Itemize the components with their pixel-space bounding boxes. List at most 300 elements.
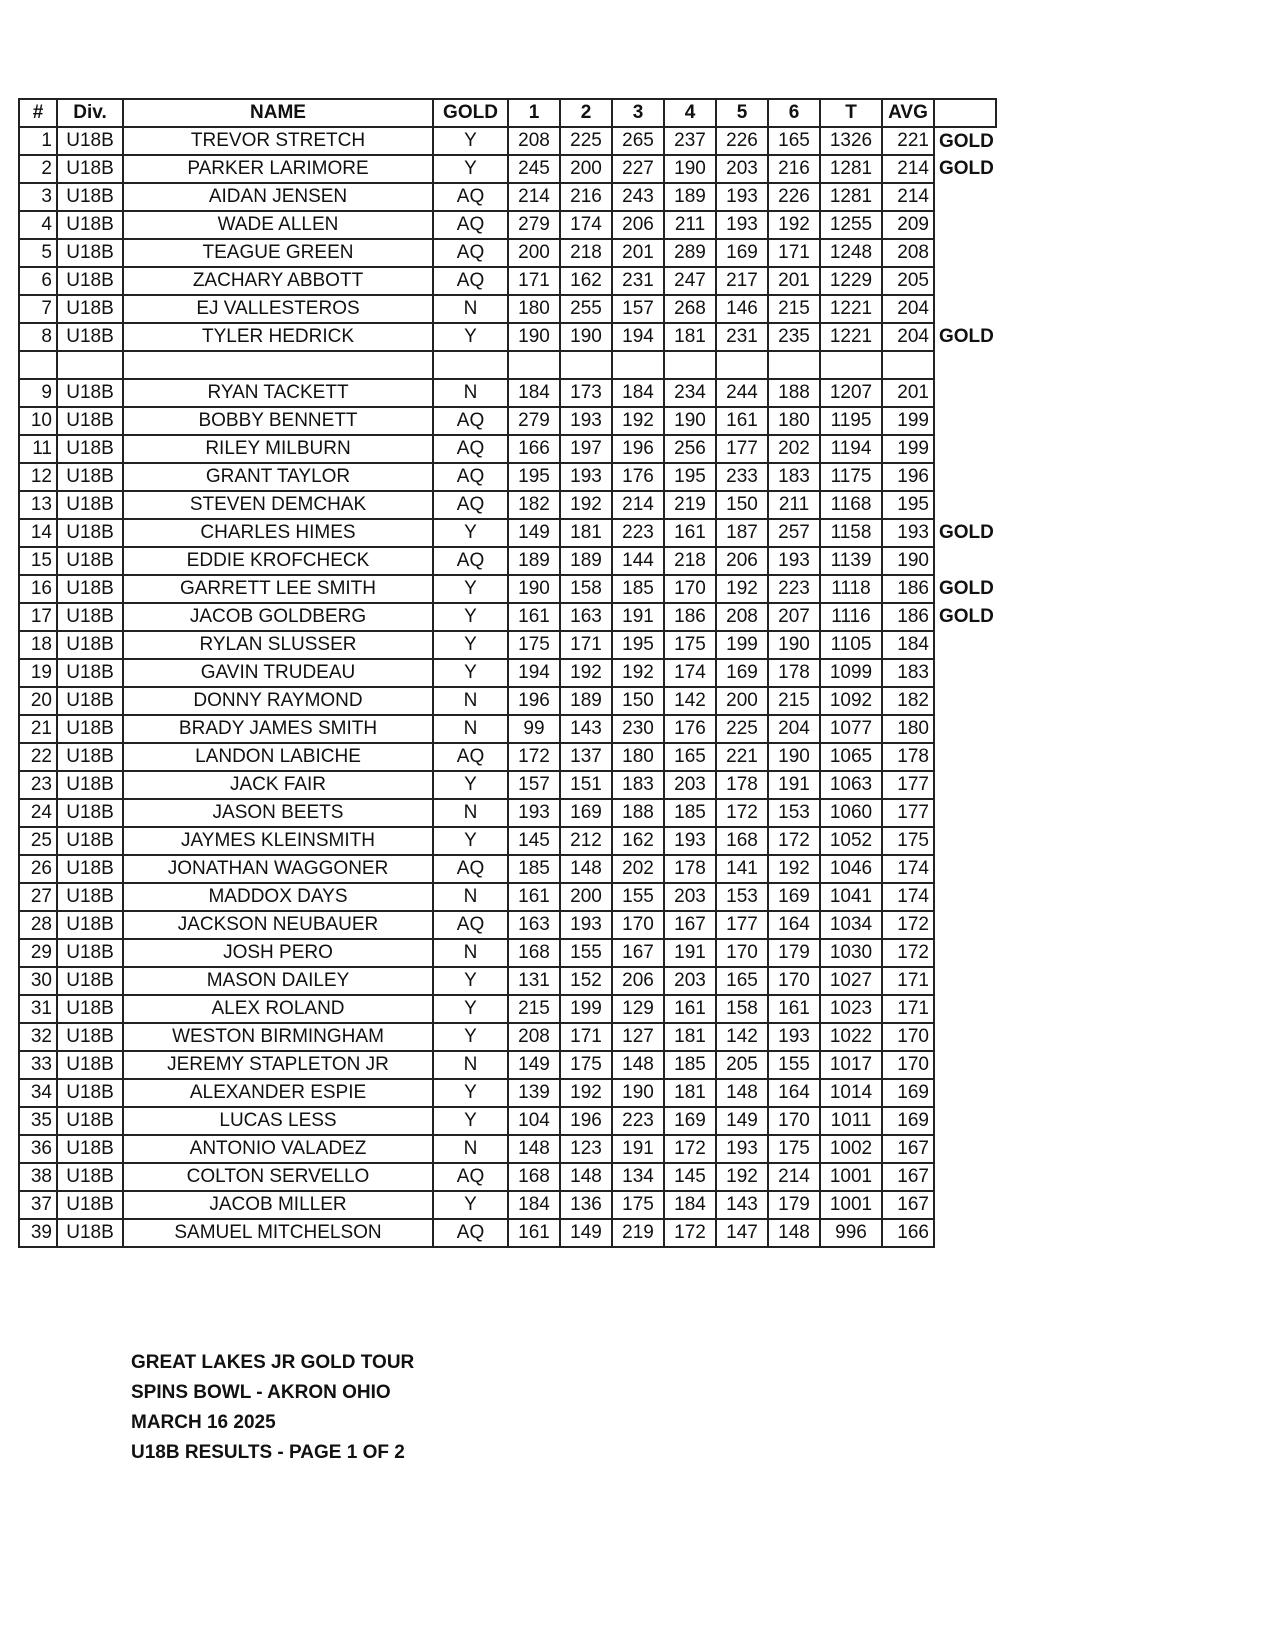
table-row [19, 995, 996, 1023]
game-5-cell: 148 [716, 1079, 768, 1107]
division-cell: U18B [57, 323, 123, 351]
game-3-cell: 155 [612, 883, 664, 911]
game-2-cell: 189 [560, 547, 612, 575]
game-6-cell: 180 [768, 407, 820, 435]
total-cell: 1065 [820, 743, 882, 771]
average-cell: 171 [882, 967, 934, 995]
gold-flag [934, 939, 996, 967]
event-date: MARCH 16 2025 [131, 1412, 276, 1433]
footer-info [131, 1348, 414, 1468]
gold-flag [934, 1219, 996, 1247]
table-row [19, 239, 996, 267]
division-cell: U18B [57, 407, 123, 435]
total-cell: 1063 [820, 771, 882, 799]
average-cell: 177 [882, 771, 934, 799]
game-6-cell: 204 [768, 715, 820, 743]
game-5-cell: 178 [716, 771, 768, 799]
game-2-cell: 155 [560, 939, 612, 967]
player-name-cell: GARRETT LEE SMITH [123, 575, 433, 603]
game-1-cell: 157 [508, 771, 560, 799]
table-row [19, 855, 996, 883]
game-6-cell: 183 [768, 463, 820, 491]
rank-cell: 13 [19, 491, 57, 519]
game-2-cell: 181 [560, 519, 612, 547]
player-name-cell: ZACHARY ABBOTT [123, 267, 433, 295]
game-1-cell: 168 [508, 1163, 560, 1191]
total-cell: 1255 [820, 211, 882, 239]
game-1-cell: 182 [508, 491, 560, 519]
gold-flag [934, 1107, 996, 1135]
gold-flag: GOLD [939, 578, 994, 599]
gold-status-cell: AQ [433, 1163, 508, 1191]
table-row [19, 883, 996, 911]
game-2-cell: 171 [560, 1023, 612, 1051]
player-name-cell: BOBBY BENNETT [123, 407, 433, 435]
gold-status-cell: N [433, 379, 508, 407]
rank-cell: 18 [19, 631, 57, 659]
game-1-cell: 172 [508, 743, 560, 771]
gold-flag [934, 883, 996, 911]
table-row [19, 1051, 996, 1079]
game-2-cell: 218 [560, 239, 612, 267]
game-4-cell: 181 [664, 1023, 716, 1051]
average-cell: 199 [882, 435, 934, 463]
rank-cell: 33 [19, 1051, 57, 1079]
average-cell: 182 [882, 687, 934, 715]
table-row [19, 1079, 996, 1107]
total-cell: 1014 [820, 1079, 882, 1107]
player-name-cell: EJ VALLESTEROS [123, 295, 433, 323]
division-cell: U18B [57, 267, 123, 295]
game-2-cell: 158 [560, 575, 612, 603]
gold-flag [934, 379, 996, 407]
gold-status-cell: AQ [433, 211, 508, 239]
game-4-cell: 203 [664, 967, 716, 995]
game-2-cell: 149 [560, 1219, 612, 1247]
game-5-cell: 233 [716, 463, 768, 491]
gold-flag [934, 855, 996, 883]
game-4-cell: 234 [664, 379, 716, 407]
rank-cell: 22 [19, 743, 57, 771]
table-row [19, 631, 996, 659]
total-cell: 1046 [820, 855, 882, 883]
division-cell: U18B [57, 547, 123, 575]
game-6-cell: 190 [768, 631, 820, 659]
game-6-cell: 171 [768, 239, 820, 267]
game-4-cell: 174 [664, 659, 716, 687]
game-6-cell: 179 [768, 939, 820, 967]
division-cell: U18B [57, 967, 123, 995]
game-4-cell: 185 [664, 799, 716, 827]
rank-cell: 23 [19, 771, 57, 799]
game-3-cell: 129 [612, 995, 664, 1023]
total-cell: 1060 [820, 799, 882, 827]
game-6-cell: 235 [768, 323, 820, 351]
game-3-cell: 167 [612, 939, 664, 967]
total-cell: 1281 [820, 183, 882, 211]
player-name-cell: RILEY MILBURN [123, 435, 433, 463]
table-row [19, 1023, 996, 1051]
game-6-cell: 164 [768, 911, 820, 939]
game-6-cell: 215 [768, 687, 820, 715]
game-3-cell: 191 [612, 1135, 664, 1163]
game-5-cell: 226 [716, 127, 768, 155]
gold-status-cell: AQ [433, 491, 508, 519]
gold-status-cell: N [433, 715, 508, 743]
total-cell: 1011 [820, 1107, 882, 1135]
game-6-cell: 169 [768, 883, 820, 911]
header-gold: GOLD [433, 99, 508, 127]
division-cell: U18B [57, 603, 123, 631]
division-cell: U18B [57, 659, 123, 687]
gold-status-cell: AQ [433, 435, 508, 463]
header-flag-spacer [934, 99, 996, 127]
gold-status-cell: AQ [433, 743, 508, 771]
rank-cell: 27 [19, 883, 57, 911]
rank-cell: 32 [19, 1023, 57, 1051]
game-1-cell: 245 [508, 155, 560, 183]
average-cell: 170 [882, 1051, 934, 1079]
average-cell: 186 [882, 575, 934, 603]
player-name-cell: DONNY RAYMOND [123, 687, 433, 715]
game-1-cell: 194 [508, 659, 560, 687]
average-cell: 221 [882, 127, 934, 155]
game-2-cell: 192 [560, 659, 612, 687]
gold-flag [934, 911, 996, 939]
game-6-cell: 193 [768, 547, 820, 575]
average-cell: 167 [882, 1135, 934, 1163]
game-6-cell: 175 [768, 1135, 820, 1163]
gold-flag [934, 631, 996, 659]
total-cell: 1105 [820, 631, 882, 659]
game-1-cell: 215 [508, 995, 560, 1023]
table-row [19, 1163, 996, 1191]
gold-status-cell: AQ [433, 1219, 508, 1247]
game-3-cell: 191 [612, 603, 664, 631]
average-cell: 208 [882, 239, 934, 267]
average-cell: 190 [882, 547, 934, 575]
game-1-cell: 163 [508, 911, 560, 939]
game-6-cell: 161 [768, 995, 820, 1023]
game-6-cell: 223 [768, 575, 820, 603]
game-5-cell: 142 [716, 1023, 768, 1051]
total-cell: 1027 [820, 967, 882, 995]
gold-status-cell: AQ [433, 239, 508, 267]
game-4-cell: 170 [664, 575, 716, 603]
game-5-cell: 205 [716, 1051, 768, 1079]
division-cell: U18B [57, 1079, 123, 1107]
game-6-cell: 155 [768, 1051, 820, 1079]
game-3-cell: 206 [612, 967, 664, 995]
game-6-cell: 207 [768, 603, 820, 631]
game-1-cell: 161 [508, 603, 560, 631]
game-3-cell: 134 [612, 1163, 664, 1191]
game-2-cell: 175 [560, 1051, 612, 1079]
rank-cell [19, 351, 57, 379]
game-3-cell: 194 [612, 323, 664, 351]
table-row [19, 379, 996, 407]
gold-status-cell: AQ [433, 463, 508, 491]
gold-status-cell: Y [433, 995, 508, 1023]
game-3-cell: 206 [612, 211, 664, 239]
game-4-cell: 203 [664, 883, 716, 911]
gold-flag [934, 211, 996, 239]
average-cell: 214 [882, 183, 934, 211]
total-cell: 1001 [820, 1191, 882, 1219]
gold-status-cell: AQ [433, 911, 508, 939]
player-name-cell: RYAN TACKETT [123, 379, 433, 407]
game-3-cell: 202 [612, 855, 664, 883]
table-row [19, 743, 996, 771]
game-1-cell: 175 [508, 631, 560, 659]
average-cell: 175 [882, 827, 934, 855]
header-game-4: 4 [664, 99, 716, 127]
game-3-cell: 148 [612, 1051, 664, 1079]
header-game-1: 1 [508, 99, 560, 127]
gold-flag [934, 827, 996, 855]
total-cell: 1139 [820, 547, 882, 575]
rank-cell: 19 [19, 659, 57, 687]
game-2-cell: 162 [560, 267, 612, 295]
average-cell: 193 [882, 519, 934, 547]
gold-status-cell: Y [433, 323, 508, 351]
division-cell: U18B [57, 1023, 123, 1051]
division-cell: U18B [57, 1163, 123, 1191]
game-2-cell: 152 [560, 967, 612, 995]
player-name-cell: TREVOR STRETCH [123, 127, 433, 155]
player-name-cell: RYLAN SLUSSER [123, 631, 433, 659]
game-2-cell: 148 [560, 855, 612, 883]
total-cell: 1022 [820, 1023, 882, 1051]
average-cell: 167 [882, 1191, 934, 1219]
game-6-cell: 193 [768, 1023, 820, 1051]
total-cell: 1195 [820, 407, 882, 435]
player-name-cell: JASON BEETS [123, 799, 433, 827]
game-2-cell [560, 351, 612, 379]
game-6-cell: 192 [768, 211, 820, 239]
rank-cell: 20 [19, 687, 57, 715]
game-2-cell: 148 [560, 1163, 612, 1191]
rank-cell: 34 [19, 1079, 57, 1107]
game-4-cell: 193 [664, 827, 716, 855]
gold-status-cell: Y [433, 603, 508, 631]
player-name-cell: ANTONIO VALADEZ [123, 1135, 433, 1163]
gold-status-cell: Y [433, 631, 508, 659]
total-cell: 1175 [820, 463, 882, 491]
game-1-cell: 104 [508, 1107, 560, 1135]
table-row [19, 491, 996, 519]
table-row [19, 211, 996, 239]
header-rank: # [19, 99, 57, 127]
game-5-cell: 165 [716, 967, 768, 995]
game-5-cell: 206 [716, 547, 768, 575]
game-5-cell: 168 [716, 827, 768, 855]
table-row [19, 519, 996, 547]
game-5-cell: 141 [716, 855, 768, 883]
gold-status-cell: N [433, 295, 508, 323]
gold-flag [934, 659, 996, 687]
game-6-cell: 172 [768, 827, 820, 855]
game-3-cell: 176 [612, 463, 664, 491]
game-1-cell: 184 [508, 1191, 560, 1219]
table-row [19, 575, 996, 603]
game-1-cell: 149 [508, 1051, 560, 1079]
game-3-cell: 180 [612, 743, 664, 771]
gold-flag: GOLD [939, 130, 994, 152]
table-row [19, 659, 996, 687]
game-2-cell: 163 [560, 603, 612, 631]
table-row [19, 435, 996, 463]
game-4-cell: 289 [664, 239, 716, 267]
total-cell: 1001 [820, 1163, 882, 1191]
player-name-cell: COLTON SERVELLO [123, 1163, 433, 1191]
table-row [19, 127, 996, 155]
player-name-cell: JEREMY STAPLETON JR [123, 1051, 433, 1079]
game-1-cell: 200 [508, 239, 560, 267]
game-4-cell: 256 [664, 435, 716, 463]
gold-flag [934, 491, 996, 519]
average-cell: 180 [882, 715, 934, 743]
game-4-cell: 211 [664, 211, 716, 239]
total-cell: 1077 [820, 715, 882, 743]
player-name-cell: JONATHAN WAGGONER [123, 855, 433, 883]
player-name-cell: JACOB GOLDBERG [123, 603, 433, 631]
game-3-cell: 184 [612, 379, 664, 407]
game-3-cell: 150 [612, 687, 664, 715]
gold-flag [934, 995, 996, 1023]
division-cell: U18B [57, 183, 123, 211]
division-cell: U18B [57, 211, 123, 239]
division-cell: U18B [57, 855, 123, 883]
gold-flag: GOLD [939, 606, 994, 627]
game-5-cell: 147 [716, 1219, 768, 1247]
game-4-cell: 190 [664, 155, 716, 183]
gold-flag: GOLD [939, 326, 994, 347]
game-6-cell: 188 [768, 379, 820, 407]
game-4-cell: 181 [664, 1079, 716, 1107]
rank-cell: 5 [19, 239, 57, 267]
player-name-cell: WADE ALLEN [123, 211, 433, 239]
gold-flag [934, 771, 996, 799]
rank-cell: 15 [19, 547, 57, 575]
game-6-cell: 164 [768, 1079, 820, 1107]
rank-cell: 3 [19, 183, 57, 211]
game-3-cell: 188 [612, 799, 664, 827]
game-4-cell: 167 [664, 911, 716, 939]
average-cell: 214 [882, 155, 934, 183]
results-sheet [18, 98, 1018, 1248]
gold-status-cell: N [433, 1135, 508, 1163]
table-row [19, 967, 996, 995]
gold-flag [934, 799, 996, 827]
game-3-cell: 231 [612, 267, 664, 295]
game-6-cell: 191 [768, 771, 820, 799]
game-4-cell: 218 [664, 547, 716, 575]
gold-flag [934, 267, 996, 295]
total-cell: 1041 [820, 883, 882, 911]
division-cell: U18B [57, 743, 123, 771]
game-5-cell: 225 [716, 715, 768, 743]
game-6-cell: 226 [768, 183, 820, 211]
division-cell: U18B [57, 631, 123, 659]
average-cell: 177 [882, 799, 934, 827]
game-5-cell: 244 [716, 379, 768, 407]
gold-flag [934, 687, 996, 715]
gold-status-cell: Y [433, 771, 508, 799]
game-2-cell: 137 [560, 743, 612, 771]
gold-flag [934, 1135, 996, 1163]
game-3-cell: 127 [612, 1023, 664, 1051]
table-row [19, 323, 996, 351]
game-2-cell: 151 [560, 771, 612, 799]
average-cell: 186 [882, 603, 934, 631]
game-4-cell: 185 [664, 1051, 716, 1079]
game-2-cell: 143 [560, 715, 612, 743]
game-1-cell: 185 [508, 855, 560, 883]
rank-cell: 9 [19, 379, 57, 407]
game-3-cell: 190 [612, 1079, 664, 1107]
gold-status-cell: N [433, 799, 508, 827]
player-name-cell [123, 351, 433, 379]
rank-cell: 37 [19, 1191, 57, 1219]
game-5-cell: 150 [716, 491, 768, 519]
game-2-cell: 255 [560, 295, 612, 323]
gold-status-cell: Y [433, 575, 508, 603]
rank-cell: 28 [19, 911, 57, 939]
rank-cell: 39 [19, 1219, 57, 1247]
total-cell: 996 [820, 1219, 882, 1247]
gold-status-cell: AQ [433, 183, 508, 211]
table-row [19, 155, 996, 183]
game-2-cell: 123 [560, 1135, 612, 1163]
division-cell: U18B [57, 1107, 123, 1135]
game-2-cell: 169 [560, 799, 612, 827]
division-cell: U18B [57, 379, 123, 407]
total-cell: 1092 [820, 687, 882, 715]
game-1-cell: 149 [508, 519, 560, 547]
gold-status-cell: N [433, 1051, 508, 1079]
header-name: NAME [123, 99, 433, 127]
game-5-cell: 153 [716, 883, 768, 911]
game-2-cell: 212 [560, 827, 612, 855]
game-3-cell: 144 [612, 547, 664, 575]
rank-cell: 21 [19, 715, 57, 743]
game-4-cell: 203 [664, 771, 716, 799]
game-6-cell: 153 [768, 799, 820, 827]
game-5-cell: 161 [716, 407, 768, 435]
game-2-cell: 192 [560, 1079, 612, 1107]
division-cell: U18B [57, 519, 123, 547]
rank-cell: 4 [19, 211, 57, 239]
game-1-cell: 208 [508, 127, 560, 155]
player-name-cell: MASON DAILEY [123, 967, 433, 995]
table-row [19, 715, 996, 743]
table-row [19, 547, 996, 575]
game-3-cell: 243 [612, 183, 664, 211]
rank-cell: 26 [19, 855, 57, 883]
results-body [19, 127, 996, 1247]
game-6-cell: 216 [768, 155, 820, 183]
division-cell: U18B [57, 435, 123, 463]
player-name-cell: LANDON LABICHE [123, 743, 433, 771]
game-1-cell: 161 [508, 883, 560, 911]
game-4-cell: 178 [664, 855, 716, 883]
game-6-cell: 202 [768, 435, 820, 463]
game-5-cell: 172 [716, 799, 768, 827]
game-5-cell: 169 [716, 659, 768, 687]
player-name-cell: MADDOX DAYS [123, 883, 433, 911]
game-5-cell: 187 [716, 519, 768, 547]
